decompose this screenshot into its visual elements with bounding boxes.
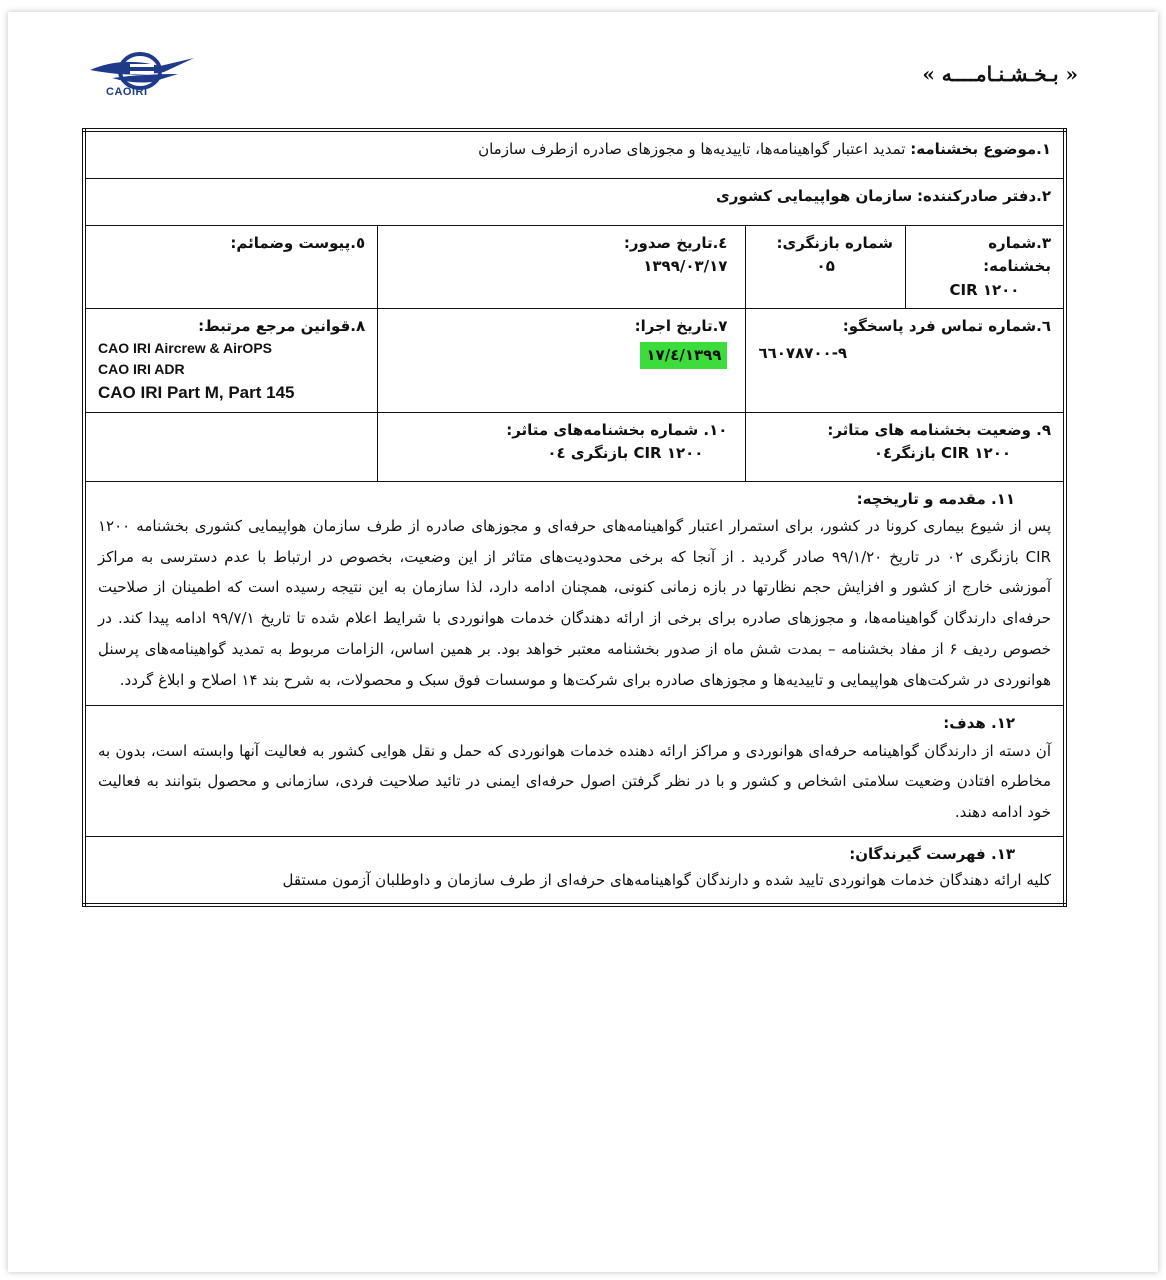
row-goal xyxy=(84,706,1065,837)
issue-date-value: ۱۳۹۹/۰۳/۱۷ xyxy=(643,257,728,276)
row-recipients xyxy=(84,836,1065,904)
row-issuer xyxy=(84,179,1065,226)
reference-aircrew: CAO IRI Aircrew & AirOPS xyxy=(98,340,273,356)
effective-date-value: ۱۳۹۹/٤/۱۷ xyxy=(640,342,727,369)
reference-part-m: CAO IRI Part M, Part 145 xyxy=(98,383,295,402)
goal-text: آن دسته از دارندگان گواهینامه حرفه‌ای هوانوردی و مراکز ارائه دهنده خدمات هوانوردی که حمل و نقل هوایی کشور به فعالیت آنها وابسته است، بدون به مخاطره افتادن وضعیت سلامتی اشخاص و کشور و با در نظر گرفتن اصول حرفه‌ای ایمنی در تائید صلاحیت فردی، سازمانی و محصول بتوانند به فعالیت خود ادامه دهند. xyxy=(98,741,1051,821)
recipients-label: ۱۳. فهرست گیرندگان: xyxy=(849,844,1015,863)
issue-date-label: ٤.تاریخ صدور: xyxy=(623,234,728,252)
introduction-text: پس از شیوع بیماری کرونا در کشور، برای استمرار اعتبار گواهینامه‌های حرفه‌ای و مجوزهای صادره از طرف سازمان هواپیمایی کشوری بخشنامه ۱۲۰۰ CIR بازنگری ۰۲ در تاریخ ۹۹/۱/۲۰ صادر گردید . از آنجا که برخی محدودیت‌های متاثر از این وضعیت، بخصوص در ارتباط با عدم دسترسی به مراکز آموزشی خارج از کشور و افزایش حجم نظارتها در بازه زمانی کنونی، همچنان ادامه دارد، لذا سازمان به این نتیجه رسیده است که اطمینان از صلاحیت حرفه‌ای دارندگان گواهینامه‌ها، و مجوزهای صادره برای برخی از ارائه دهندگان خدمات هوانوردی با شرایط اعلام شده تا تاریخ ۹۹/۷/۱ ادامه پیدا کند. در خصوص ردیف ۶ از مفاد بخشنامه – بمدت شش ماه از صدور بخشنامه معتبر خواهد بود. بر همین اساس، الزامات مربوط به تمدید گواهینامه‌های پرسنل هوانوردی در شرکت‌های هواپیمایی و تاییدیه‌ها و مجوزهای صادره برای شرکت‌ها و موسسات فوق سبک و محصولات، به شرح بند ۱۴ اصلاح و ابلاغ گردد. xyxy=(98,516,1052,689)
row-introduction xyxy=(84,481,1065,706)
row-contact xyxy=(84,308,1065,412)
goal-label: ۱۲. هدف: xyxy=(943,714,1015,733)
row-numbers xyxy=(84,226,1065,309)
reference-adr: CAO IRI ADR xyxy=(98,361,185,377)
affected-status-value: CIR ۱۲۰۰ بازنگر۰٤ xyxy=(873,443,1011,462)
subject-label: ۱.موضوع بخشنامه: xyxy=(910,140,1051,158)
revision-label: شماره بازنگری: xyxy=(776,234,893,252)
circular-number-label: ۳.شماره بخشنامه: xyxy=(983,234,1051,276)
introduction-label: ۱۱. مقدمه و تاریخچه: xyxy=(856,489,1015,508)
issuer-label: ۲.دفتر صادرکننده: xyxy=(917,187,1051,205)
effective-date-label: ۷.تاریخ اجرا: xyxy=(634,316,728,335)
recipients-text: کلیه ارائه دهندگان خدمات هوانوردی تایید شده و دارندگان گواهینامه‌های حرفه‌ای از طرف سازمان و داوطلبان آزمون مستقل xyxy=(282,871,1051,889)
references-label: ۸.قوانین مرجع مرتبط: xyxy=(198,316,366,335)
affected-status-label: ۹. وضعیت بخشنامه های متاثر: xyxy=(827,420,1051,439)
issuer-value: سازمان هواپیمایی کشوری xyxy=(716,187,913,205)
contact-label: ٦.شماره تماس فرد پاسخگو: xyxy=(842,316,1051,335)
subject-value: تمدید اعتبار گواهینامه‌ها، تاییدیه‌ها و مجوزهای صادره ازطرف سازمان xyxy=(478,140,906,158)
circular-number-value: CIR ۱۲۰۰ xyxy=(949,280,1020,299)
revision-value: ۰۵ xyxy=(816,257,835,276)
circular-table xyxy=(82,128,1067,907)
attachments-label: ٥.پیوست وضمائم: xyxy=(230,234,366,252)
affected-numbers-label: ۱۰. شماره بخشنامه‌های متاثر: xyxy=(506,420,728,439)
document-heading: « بـخـشـنـامــــه » xyxy=(922,62,1078,86)
contact-value: ٦٦٠٧٨٧٠٠-۹ xyxy=(758,344,848,362)
logo-caption: CAOIRI xyxy=(106,86,148,98)
row-subject xyxy=(84,130,1065,179)
affected-numbers-value: CIR ۱۲۰۰ بازنگری ۰٤ xyxy=(547,443,704,462)
row-affected xyxy=(84,412,1065,481)
